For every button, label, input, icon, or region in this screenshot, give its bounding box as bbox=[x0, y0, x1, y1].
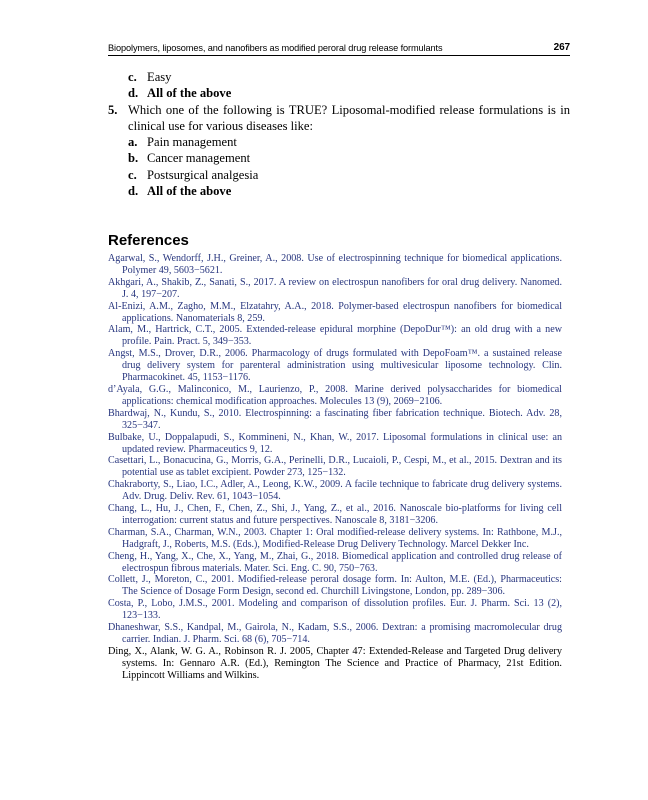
page-number: 267 bbox=[553, 42, 570, 53]
reference-link[interactable]: Akhgari, A., Shakib, Z., Sanati, S., 2017. A review on electrospun nanofibers for oral drug delivery. Nanomed. J. 4, 197−207. bbox=[108, 276, 562, 300]
question-5 bbox=[108, 102, 570, 135]
header-rule bbox=[108, 55, 570, 56]
reference-link[interactable]: Bulbake, U., Doppalapudi, S., Kommineni, N., Khan, W., 2017. Liposomal formulations in clinical use: an updated review. Pharmaceutics 9, 12. bbox=[108, 431, 562, 455]
running-header bbox=[108, 42, 570, 53]
reference-link[interactable]: Collett, J., Moreton, C., 2001. Modified-release peroral dosage form. In: Aulton, M.E. (Ed.), Pharmaceutics: The Science of Dosage Form Design, second ed. Churchill Livingstone, London, pp. 289−306. bbox=[108, 574, 562, 598]
option-text: All of the above bbox=[147, 86, 232, 101]
question-list bbox=[108, 69, 570, 199]
reference-link[interactable]: Cheng, H., Yang, X., Che, X., Yang, M., Zhai, G., 2018. Biomedical application and controlled drug release of electrospun fibrous materials. Mater. Sci. Eng. C. 90, 750−763. bbox=[108, 550, 562, 574]
reference-link[interactable]: Costa, P., Lobo, J.M.S., 2001. Modeling and comparison of dissolution profiles. Eur. J. Pharm. Sci. 13 (2), 123−133. bbox=[108, 598, 562, 622]
option-text: Cancer management bbox=[147, 151, 251, 166]
reference-link[interactable]: d’Ayala, G.G., Malinconico, M., Laurienzo, P., 2008. Marine derived polysaccharides for biomedical applications: chemical modification approaches. Molecules 13 (9), 2069−2106. bbox=[108, 383, 562, 407]
option-c-prev bbox=[108, 69, 570, 85]
option-text: Easy bbox=[147, 70, 172, 84]
option-label: c. bbox=[128, 70, 137, 84]
option-label: a. bbox=[128, 135, 138, 150]
reference-link[interactable]: Agarwal, S., Wendorff, J.H., Greiner, A., 2008. Use of electrospinning technique for biomedical applications. Polymer 49, 5603−5621. bbox=[108, 253, 562, 276]
option-label: c. bbox=[128, 167, 137, 182]
option-b bbox=[108, 150, 570, 166]
references-heading: References bbox=[108, 232, 189, 249]
question-text: Which one of the following is TRUE? Liposomal-modified release formulations is in clinical use for various diseases like: bbox=[128, 102, 570, 133]
option-d bbox=[108, 183, 570, 199]
reference-entry: Ding, X., Alank, W. G. A., Robinson R. J. 2005, Chapter 47: Extended-Release and Targeted Drug delivery systems. In: Gennaro A.R. (Ed.), Remington The Science and Practice of Pharmacy, 21st Edition. Lippincott Williams and Wilkins. bbox=[108, 645, 562, 681]
reference-list bbox=[108, 253, 562, 682]
option-text: Pain management bbox=[147, 135, 237, 150]
running-title: Biopolymers, liposomes, and nanofibers as modified peroral drug release formulants bbox=[108, 43, 443, 53]
option-label: d. bbox=[128, 86, 139, 101]
reference-link[interactable]: Al-Enizi, A.M., Zagho, M.M., Elzatahry, A.A., 2018. Polymer-based electrospun nanofibers for biomedical applications. Nanomaterials 8, 259. bbox=[108, 300, 562, 324]
reference-link[interactable]: Angst, M.S., Drover, D.R., 2006. Pharmacology of drugs formulated with DepoFoam™. a sustained release drug delivery system for parenteral administration using multivesicular liposome technology. Clin. Pharmacokinet. 45, 1153−1176. bbox=[108, 348, 562, 384]
option-d-prev bbox=[108, 85, 570, 101]
reference-link[interactable]: Alam, M., Hartrick, C.T., 2005. Extended-release epidural morphine (DepoDur™): an old drug with a new profile. Pain. Pract. 5, 349−353. bbox=[108, 324, 562, 348]
reference-link[interactable]: Chakraborty, S., Liao, I.C., Adler, A., Leong, K.W., 2009. A facile technique to fabricate drug delivery systems. Adv. Drug. Deliv. Rev. 61, 1043−1054. bbox=[108, 479, 562, 503]
option-label: d. bbox=[128, 184, 139, 199]
reference-link[interactable]: Bhardwaj, N., Kundu, S., 2010. Electrospinning: a fascinating fiber fabrication technique. Biotech. Adv. 28, 325−347. bbox=[108, 407, 562, 431]
option-c bbox=[108, 167, 570, 183]
reference-link[interactable]: Chang, L., Hu, J., Chen, F., Chen, Z., Shi, J., Yang, Z., et al., 2016. Nanoscale bio-platforms for living cell interrogation: current status and future perspectives. Nanoscale 8, 3181−3206. bbox=[108, 503, 562, 526]
option-label: b. bbox=[128, 151, 139, 166]
reference-link[interactable]: Casettari, L., Bonacucina, G., Morris, G.A., Perinelli, D.R., Lucaioli, P., Cespi, M., et al., 2015. Dextran and its potential use as tablet excipient. Powder 273, 125−132. bbox=[108, 455, 562, 479]
option-text: Postsurgical analgesia bbox=[147, 167, 259, 182]
option-text: All of the above bbox=[147, 184, 232, 199]
option-a bbox=[108, 134, 570, 150]
question-number: 5. bbox=[108, 102, 118, 117]
reference-link[interactable]: Dhaneshwar, S.S., Kandpal, M., Gairola, N., Kadam, S.S., 2006. Dextran: a promising macromolecular drug carrier. Indian. J. Pharm. Sci. 68 (6), 705−714. bbox=[108, 622, 562, 645]
reference-link[interactable]: Charman, S.A., Charman, W.N., 2003. Chapter 1: Oral modified-release delivery systems. In: Rathbone, M.J., Hadgraft, J., Roberts, M.S. (Eds.), Modified-Release Drug Delivery Technology. Marcel Dekker Inc. bbox=[108, 526, 562, 550]
